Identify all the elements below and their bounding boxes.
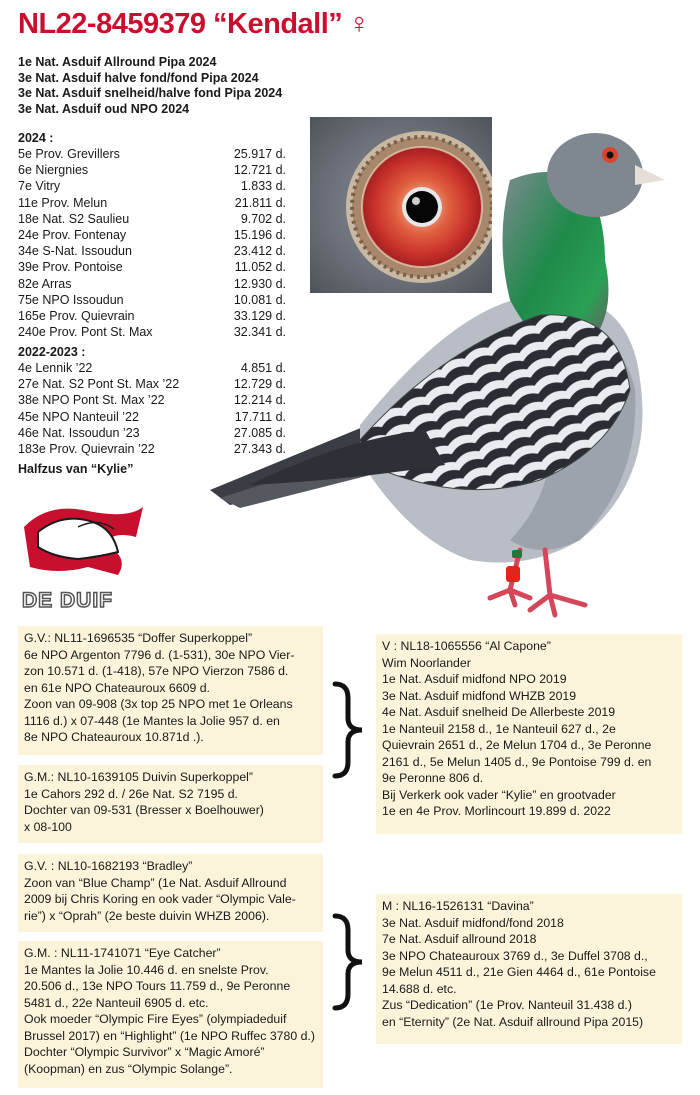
race-name: 82e Arras (18, 276, 72, 291)
race-name: 4e Lennik ’22 (18, 361, 93, 375)
grandfather-maternal-box (18, 854, 323, 932)
results-2022-2023-heading: 2022-2023 : (18, 345, 86, 359)
pedigree-line: Zoon van 09-908 (3x top 25 NPO met 1e Orleans (24, 697, 293, 711)
race-name: 7e Vitry (18, 179, 61, 194)
grandmother-paternal-box (18, 765, 323, 843)
race-name: 34e S-Nat. Issoudun (18, 244, 132, 259)
race-points: 27.343 d. (233, 442, 286, 457)
pedigree-line: Wim Noorlander (382, 655, 471, 670)
race-name: 240e Prov. Pont St. Max (18, 325, 153, 340)
race-points: 33.129 d. (233, 309, 286, 324)
pedigree-line: 4e Nat. Asduif snelheid De Allerbeste 2019 (382, 705, 616, 719)
pedigree-line: 5481 d., 22e Nanteuil 6905 d. etc. (24, 995, 209, 1010)
pedigree-line: 1e Cahors 292 d. / 26e Nat. S2 7195 d. (24, 786, 238, 801)
pedigree-line: 2161 d., 5e Melun 1405 d., 9e Pontoise 799 d. en (382, 754, 652, 769)
pedigree-line: 1116 d.) x 07-448 (1e Mantes la Jolie 957 d. en (24, 713, 280, 728)
pedigree-line: 3e Nat. Asduif midfond WHZB 2019 (382, 688, 577, 703)
race-name: 6e Niergnies (18, 163, 89, 178)
race-points: 21.811 d. (234, 195, 286, 210)
pedigree-line: en 61e NPO Chateauroux 6609 d. (24, 680, 210, 695)
race-points: 4.851 d. (240, 361, 286, 375)
race-points: 9.702 d. (240, 211, 286, 226)
pedigree-line: 7e Nat. Asduif allround 2018 (382, 932, 537, 946)
race-points: 12.930 d. (233, 276, 286, 291)
page-title (18, 8, 370, 41)
mother-box (376, 894, 682, 1044)
race-name: 183e Prov. Quievrain ’22 (18, 442, 155, 457)
brace-icon (330, 912, 370, 1012)
pedigree-line: 1e Nanteuil 2158 d., 1e Nanteuil 627 d., 2e (382, 721, 616, 736)
pigeon-photo (210, 120, 700, 640)
honor-item: 1e Nat. Asduif Allround Pipa 2024 (18, 55, 217, 69)
grandmother-maternal-box (18, 941, 323, 1088)
pedigree-line: Zoon van “Blue Champ” (1e Nat. Asduif Allround (24, 875, 287, 890)
race-name: 27e Nat. S2 Pont St. Max ’22 (18, 377, 180, 392)
pedigree-line: 3e Nat. Asduif midfond/fond 2018 (382, 915, 564, 930)
honor-item: 3e Nat. Asduif snelheid/halve fond Pipa 2024 (18, 86, 283, 100)
pedigree-line: 2009 bij Chris Koring en ook vader “Olympic Vale- (24, 892, 296, 906)
pedigree-line: Zus “Dedication” (1e Prov. Nanteuil 31.438 d.) (382, 998, 632, 1012)
honor-item: 3e Nat. Asduif oud NPO 2024 (18, 101, 190, 116)
halfzus-note: Halfzus van “Kylie” (18, 462, 134, 476)
race-points: 25.917 d. (233, 147, 286, 161)
race-points: 32.341 d. (233, 325, 286, 340)
race-points: 10.081 d. (233, 292, 286, 307)
pedigree-line: 14.688 d. etc. (382, 981, 457, 996)
race-name: 46e Nat. Issoudun ’23 (18, 425, 140, 440)
pedigree-line: rie”) x “Oprah” (2e beste duivin WHZB 2006). (24, 908, 270, 923)
honors-list (18, 55, 282, 117)
pedigree-line: G.M. : NL11-1741071 “Eye Catcher” (24, 946, 221, 960)
pedigree-line: Bij Verkerk ook vader “Kylie” en grootvader (382, 787, 616, 802)
pedigree-line: Dochter van 09-531 (Bresser x Boelhouwer) (24, 803, 264, 817)
pedigree-line: G.V.: NL11-1696535 “Doffer Superkoppel” (24, 631, 253, 645)
race-name: 38e NPO Pont St. Max ’22 (18, 393, 165, 408)
pedigree-line: (Koopman) en zus “Olympic Solange”. (24, 1061, 233, 1076)
pedigree-line: 1e Nat. Asduif midfond NPO 2019 (382, 672, 567, 686)
pedigree-line: V : NL18-1065556 “Al Capone” (382, 639, 551, 653)
pedigree-line: x 08-100 (24, 819, 72, 834)
ring-number: NL22-8459379 “Kendall” (18, 8, 343, 40)
race-points: 12.721 d. (233, 163, 286, 178)
pedigree-line: G.M.: NL10-1639105 Duivin Superkoppel” (24, 770, 253, 784)
pedigree-line: 1e en 4e Prov. Morlincourt 19.899 d. 2022 (382, 804, 611, 818)
grandfather-paternal-box (18, 626, 323, 755)
race-points: 1.833 d. (240, 179, 286, 194)
pedigree-line: Dochter “Olympic Survivor” x “Magic Amoré” (24, 1045, 265, 1059)
pedigree-line: 20.506 d., 13e NPO Tours 11.759 d., 9e Peronne (24, 979, 291, 993)
race-name: 18e Nat. S2 Saulieu (18, 211, 130, 226)
pedigree-line: en “Eternity” (2e Nat. Asduif allround Pipa 2015) (382, 1014, 644, 1029)
pedigree-line: 6e NPO Argenton 7796 d. (1-531), 30e NPO Vier- (24, 647, 295, 662)
pedigree-line: zon 10.571 d. (1-418), 57e NPO Vierzon 7586 d. (24, 664, 289, 678)
father-box (376, 634, 682, 834)
pedigree-line: 8e NPO Chateauroux 10.871d .). (24, 730, 204, 744)
pedigree-line: 3e NPO Chateauroux 3769 d., 3e Duffel 3708 d., (382, 948, 648, 963)
race-name: 45e NPO Nanteuil ’22 (18, 409, 139, 424)
de-duif-logo (18, 497, 148, 615)
brace-icon (330, 680, 370, 780)
race-points: 12.729 d. (233, 377, 286, 392)
race-name: 24e Prov. Fontenay (18, 228, 127, 243)
pedigree-line: M : NL16-1526131 “Davina” (382, 899, 534, 913)
pedigree-line: Brussel 2017) en “Highlight” (1e NPO Ruffec 3780 d.) (24, 1028, 315, 1043)
pedigree-line: G.V. : NL10-1682193 “Bradley” (24, 859, 193, 873)
honor-item: 3e Nat. Asduif halve fond/fond Pipa 2024 (18, 70, 259, 85)
race-name: 75e NPO Issoudun (18, 292, 124, 307)
race-points: 27.085 d. (233, 425, 286, 440)
race-points: 23.412 d. (233, 244, 286, 259)
logo-text: DE DUIF (22, 589, 113, 612)
race-points: 12.214 d. (233, 393, 286, 408)
pedigree-line: 9e Peronne 806 d. (382, 771, 484, 785)
pedigree-line: 1e Mantes la Jolie 10.446 d. en snelste Prov. (24, 962, 269, 977)
pedigree-line: 9e Melun 4511 d., 21e Gien 4464 d., 61e Pontoise (382, 965, 656, 979)
race-points: 11.052 d. (234, 260, 286, 275)
female-symbol-icon: ♀ (348, 8, 370, 40)
pedigree-line: Quievrain 2651 d., 2e Melun 1704 d., 3e Peronne (382, 738, 652, 752)
race-name: 5e Prov. Grevillers (18, 147, 120, 161)
pedigree-line: Ook moeder “Olympic Fire Eyes” (olympiadeduif (24, 1012, 287, 1026)
results-2024-heading: 2024 : (18, 131, 54, 145)
race-name: 165e Prov. Quievrain (18, 309, 135, 324)
race-name: 11e Prov. Melun (18, 195, 108, 210)
race-points: 17.711 d. (234, 409, 286, 424)
race-points: 15.196 d. (233, 228, 286, 243)
race-name: 39e Prov. Pontoise (18, 260, 123, 275)
